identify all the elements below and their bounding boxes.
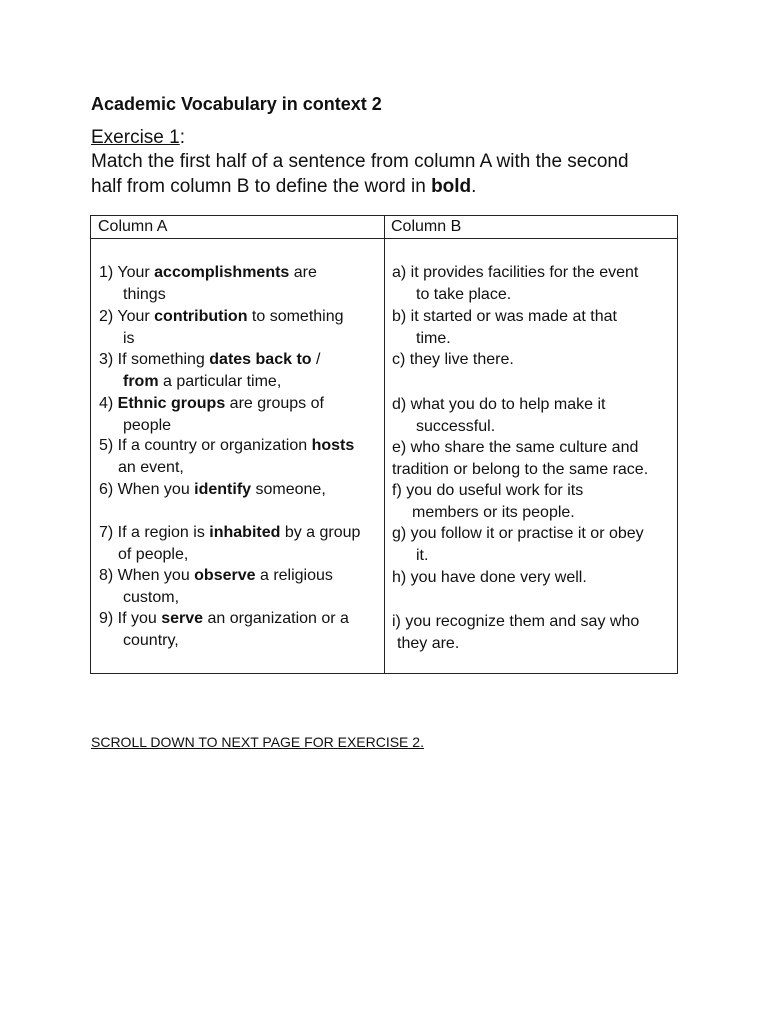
column-a-item-9 [99, 608, 349, 651]
column-b-item-h [392, 567, 587, 589]
item-d-line-2: successful. [416, 417, 496, 435]
instructions-line-2-text: half from column B to define the word in [91, 175, 432, 197]
instructions-line-2 [91, 175, 681, 200]
column-b-item-a [392, 262, 638, 305]
item-f-line-2: members or its people. [412, 503, 575, 521]
item-9-text: 9) If you [99, 610, 162, 627]
column-a-item-5 [99, 435, 354, 478]
instructions [91, 150, 681, 199]
column-a-header: Column A [98, 218, 168, 235]
item-5-cont: an event, [118, 458, 184, 476]
item-3-term-cont: from [123, 372, 159, 390]
item-i-line-2: they are. [397, 634, 460, 652]
item-8-term: observe [194, 567, 256, 584]
item-9-term: serve [161, 610, 204, 627]
item-b-line-2: time. [416, 329, 451, 347]
exercise-label-colon: : [179, 127, 185, 148]
item-g-line-1: g) you follow it or practise it or obey [392, 525, 644, 542]
item-3-term: dates back to [209, 351, 312, 368]
item-2-term: contribution [154, 308, 248, 325]
item-2-text: 2) Your [99, 308, 155, 325]
item-6-term: identify [194, 481, 252, 498]
column-b-item-e [392, 437, 648, 480]
item-1-cont: things [123, 285, 166, 303]
column-a-item-6 [99, 479, 326, 501]
exercise-label-text: Exercise 1 [91, 127, 180, 148]
item-5-term: hosts [311, 437, 355, 454]
item-8-cont: custom, [123, 588, 180, 606]
item-4-cont: people [123, 416, 172, 434]
column-b-item-b [392, 306, 617, 349]
item-1-term: accomplishments [154, 264, 290, 281]
item-a-line-1: a) it provides facilities for the event [392, 264, 639, 281]
item-3-rest: / [311, 351, 321, 368]
item-7-rest: by a group [280, 524, 361, 541]
document-title: Academic Vocabulary in context 2 [91, 94, 382, 114]
instructions-period: . [471, 175, 477, 197]
item-2-rest: to something [247, 308, 344, 325]
item-9-cont: country, [123, 631, 179, 649]
item-1-rest: are [289, 264, 317, 281]
column-b-item-i [392, 611, 639, 654]
column-b-item-c [392, 349, 514, 371]
column-divider [384, 216, 385, 673]
header-divider [91, 238, 677, 239]
column-b-item-d [392, 394, 605, 437]
item-6-text: 6) When you [99, 481, 195, 498]
instructions-bold-word: bold [431, 175, 472, 197]
item-e-line-2: tradition or belong to the same race. [392, 460, 649, 478]
item-2-cont: is [123, 329, 135, 347]
column-a-item-2 [99, 306, 344, 349]
item-g-line-2: it. [416, 546, 429, 564]
column-a-item-8 [99, 565, 333, 608]
item-4-term: Ethnic groups [117, 395, 226, 412]
item-7-term: inhabited [209, 524, 281, 541]
item-4-text: 4) [99, 395, 118, 412]
item-c-line-1: c) they live there. [392, 351, 514, 368]
instructions-line-1: Match the first half of a sentence from column A with the second [91, 151, 629, 172]
item-7-cont: of people, [118, 545, 189, 563]
scroll-down-note: SCROLL DOWN TO NEXT PAGE FOR EXERCISE 2. [91, 734, 424, 750]
exercise-label [91, 127, 185, 149]
item-i-line-1: i) you recognize them and say who [392, 613, 640, 630]
item-h-line-1: h) you have done very well. [392, 569, 587, 586]
item-e-line-1: e) who share the same culture and [392, 439, 639, 456]
item-5-text: 5) If a country or organization [99, 437, 312, 454]
item-8-rest: a religious [255, 567, 333, 584]
column-a-item-7 [99, 522, 360, 565]
item-d-line-1: d) what you do to help make it [392, 396, 606, 413]
item-1-text: 1) Your [99, 264, 155, 281]
item-f-line-1: f) you do useful work for its [392, 482, 584, 499]
column-a-item-1 [99, 262, 317, 305]
matching-table [90, 215, 678, 674]
column-b-item-g [392, 523, 644, 566]
item-3-text: 3) If something [99, 351, 210, 368]
item-4-rest: are groups of [225, 395, 324, 412]
item-3-cont: a particular time, [158, 372, 282, 390]
item-7-text: 7) If a region is [99, 524, 210, 541]
item-6-rest: someone, [251, 481, 326, 498]
item-a-line-2: to take place. [416, 285, 512, 303]
item-b-line-1: b) it started or was made at that [392, 308, 617, 325]
column-a-item-4 [99, 393, 324, 436]
column-b-header: Column B [391, 218, 462, 235]
item-9-rest: an organization or a [203, 610, 349, 627]
column-a-item-3 [99, 349, 320, 392]
column-b-item-f [392, 480, 583, 523]
item-8-text: 8) When you [99, 567, 195, 584]
